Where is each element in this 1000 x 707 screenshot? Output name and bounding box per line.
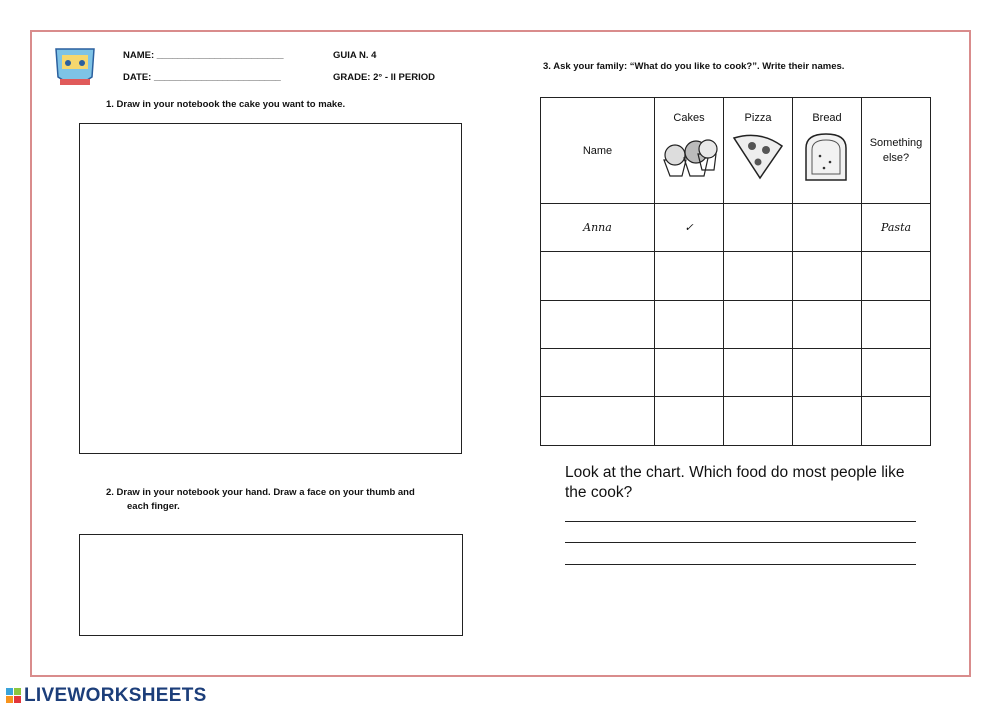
table-cell[interactable] xyxy=(655,397,724,446)
answer-line-2[interactable] xyxy=(565,542,916,543)
table-cell[interactable] xyxy=(793,301,862,349)
bread-icon xyxy=(798,128,856,186)
table-cell[interactable] xyxy=(862,349,931,397)
name-field-label: NAME: ________________________ xyxy=(123,50,284,61)
example-other: Pasta xyxy=(862,204,931,252)
table-cell[interactable] xyxy=(724,252,793,301)
question-2-line-1: 2. Draw in your notebook your hand. Draw a face on your thumb and xyxy=(106,487,415,498)
header-pizza: Pizza xyxy=(724,98,793,204)
table-cell[interactable] xyxy=(724,301,793,349)
table-row xyxy=(541,301,931,349)
table-cell-name[interactable] xyxy=(541,397,655,446)
table-cell-name[interactable] xyxy=(541,301,655,349)
table-row xyxy=(541,252,931,301)
example-bread xyxy=(793,204,862,252)
table-row xyxy=(541,397,931,446)
liveworksheets-wordmark: LIVEWORKSHEETS xyxy=(24,685,207,706)
cupcakes-icon xyxy=(658,130,720,180)
table-row-example xyxy=(541,204,931,252)
answer-line-1[interactable] xyxy=(565,521,916,522)
question-2-line-2: each finger. xyxy=(127,501,180,512)
table-cell-name[interactable] xyxy=(541,252,655,301)
guide-number: GUIA N. 4 xyxy=(333,50,377,61)
table-cell[interactable] xyxy=(724,397,793,446)
cake-drawing-box xyxy=(79,123,462,454)
table-cell[interactable] xyxy=(655,349,724,397)
grade-period: GRADE: 2° - II PERIOD xyxy=(333,72,435,83)
table-cell[interactable] xyxy=(862,301,931,349)
question-3: 3. Ask your family: “What do you like to cook?”. Write their names. xyxy=(543,61,845,72)
school-logo xyxy=(52,43,98,91)
family-cooking-table xyxy=(540,97,931,446)
table-cell[interactable] xyxy=(862,252,931,301)
answer-line-3[interactable] xyxy=(565,564,916,565)
table-cell-name[interactable] xyxy=(541,349,655,397)
table-cell[interactable] xyxy=(793,397,862,446)
table-cell[interactable] xyxy=(724,349,793,397)
liveworksheets-logo[interactable] xyxy=(6,685,207,707)
header-something-else: Something else? xyxy=(862,98,931,204)
table-row xyxy=(541,349,931,397)
question-1: 1. Draw in your notebook the cake you want to make. xyxy=(106,99,346,110)
pizza-slice-icon xyxy=(730,128,786,180)
table-cell[interactable] xyxy=(793,252,862,301)
hand-drawing-box xyxy=(79,534,463,636)
question-2 xyxy=(106,486,486,514)
table-cell[interactable] xyxy=(655,252,724,301)
example-pizza xyxy=(724,204,793,252)
table-cell[interactable] xyxy=(862,397,931,446)
date-field-label: DATE: ________________________ xyxy=(123,72,281,83)
chart-question: Look at the chart. Which food do most people like the cook? xyxy=(565,464,905,501)
table-header-row xyxy=(541,98,931,204)
header-name: Name xyxy=(541,98,655,204)
liveworksheets-icon xyxy=(6,688,22,704)
header-bread: Bread xyxy=(793,98,862,204)
table-cell[interactable] xyxy=(655,301,724,349)
example-cakes-check: ✓ xyxy=(655,204,724,252)
example-name: Anna xyxy=(541,204,655,252)
header-cakes: Cakes xyxy=(655,98,724,204)
table-cell[interactable] xyxy=(793,349,862,397)
